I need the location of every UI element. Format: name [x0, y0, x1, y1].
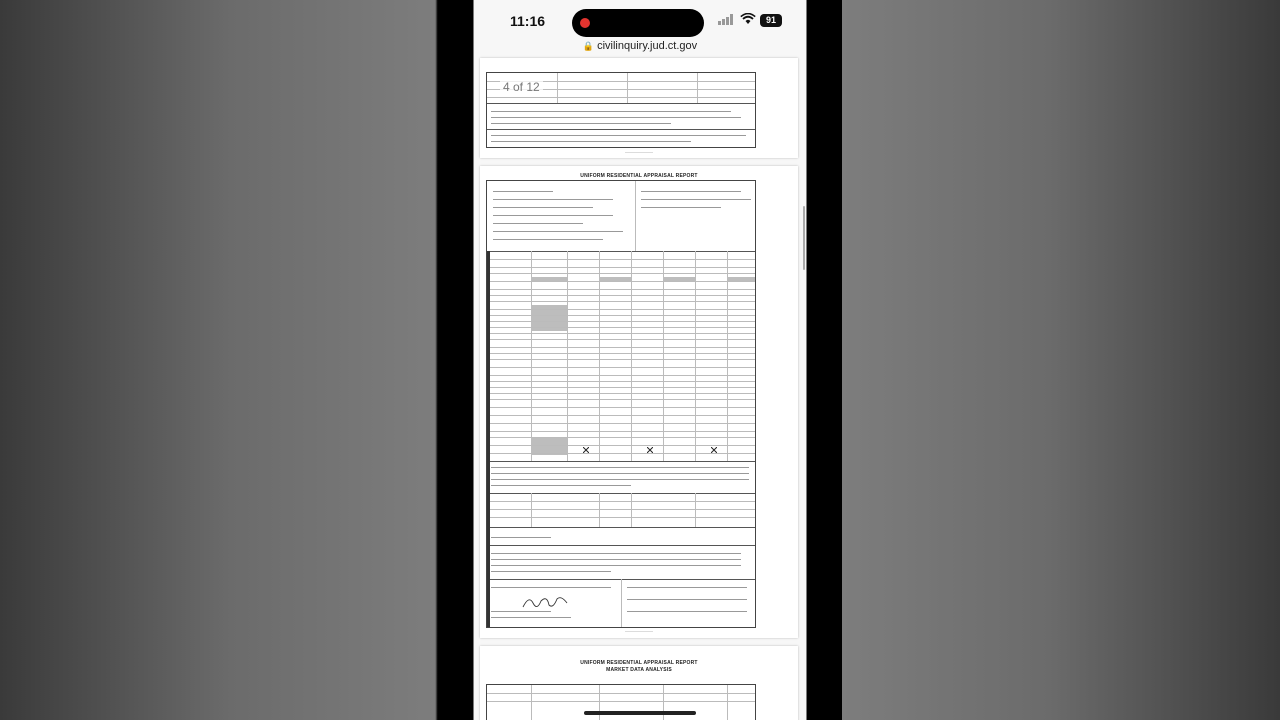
document-page-current [480, 166, 798, 638]
phone-screen [474, 0, 806, 720]
page-title: UNIFORM RESIDENTIAL APPRAISAL REPORT [580, 173, 698, 179]
checkbox-x-icon [583, 447, 589, 453]
status-time: 11:16 [510, 13, 546, 29]
battery-icon: 91 [760, 14, 782, 27]
dynamic-island [572, 9, 704, 37]
lock-icon: 🔒 [582, 41, 595, 51]
page-footer-previous: ———————— [625, 150, 653, 154]
wifi-icon [740, 13, 756, 25]
checkbox-x-icon [647, 447, 653, 453]
next-page-subtitle: MARKET DATA ANALYSIS [606, 667, 672, 673]
appraisal-form-grid [486, 180, 756, 628]
recording-indicator-icon [580, 18, 590, 28]
page-indicator: 4 of 12 [500, 80, 543, 94]
next-page-title: UNIFORM RESIDENTIAL APPRAISAL REPORT [580, 660, 698, 666]
cellular-signal-icon [718, 14, 734, 25]
document-page-previous [480, 58, 798, 158]
scrollbar[interactable] [803, 206, 805, 270]
checkbox-x-icon [711, 447, 717, 453]
address-bar-url: civilinquiry.jud.ct.gov [597, 40, 698, 52]
address-bar[interactable] [474, 40, 806, 52]
page-footer: ———————— [625, 629, 653, 633]
appraiser-signature-icon [521, 593, 571, 611]
document-page-next [480, 646, 798, 720]
status-bar [474, 0, 806, 42]
home-indicator[interactable] [584, 711, 696, 715]
